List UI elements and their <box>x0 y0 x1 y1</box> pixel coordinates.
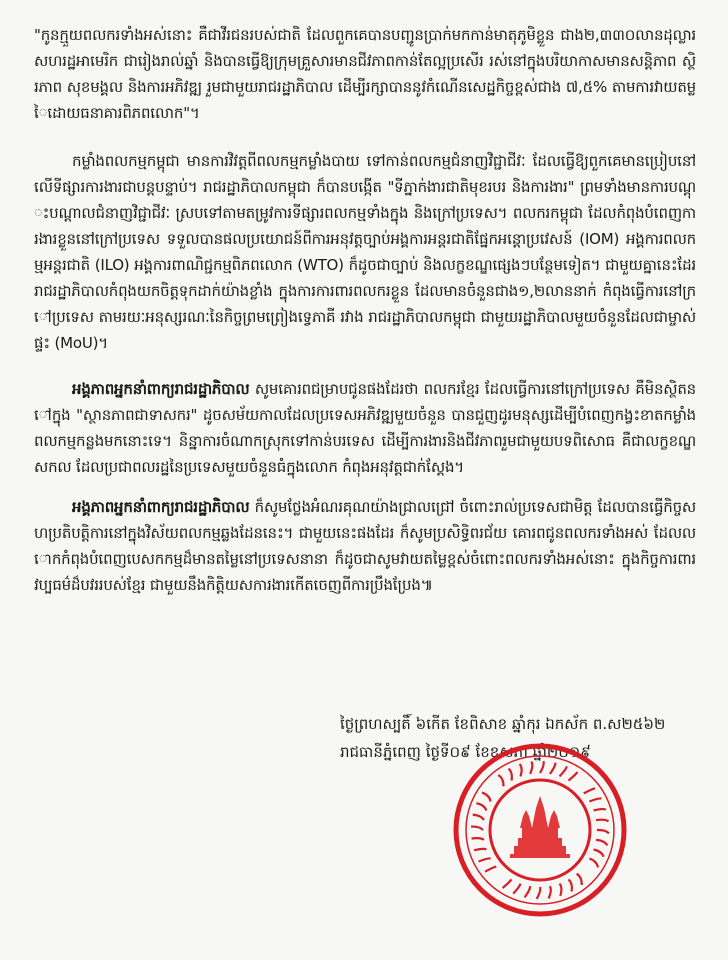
document-body <box>34 22 696 598</box>
lunar-date-line: ថ្ងៃព្រហស្បតិ៍ ៦កើត ខែពិសាខ ឆ្នាំកុរ ឯកស័ក ព.ស២៥៦២ <box>340 715 666 733</box>
seal-glyph-mark <box>584 788 595 793</box>
seal-glyph-mark <box>513 884 520 894</box>
paragraph-3-lead: អង្គភាពអ្នកនាំពាក្យរាជរដ្ឋាភិបាល <box>72 380 250 398</box>
paragraph-labor-development <box>34 148 696 356</box>
paragraph-4-lead: អង្គភាពអ្នកនាំពាក្យរាជរដ្ឋាភិបាល <box>72 498 250 516</box>
paragraph-2-text: កម្លាំងពលកម្មកម្ពុជា មានការវិវត្តពីពលកម្មកម្លាំងបាយ ទៅកាន់ពលកម្មជំនាញវិជ្ជាជីវៈ ដែលធ្វើឱ្យពួកគេមានប្រៀបនៅលើទីផ្សារការងារជាបន្តបន្ទាប់។ រាជរដ្ឋាភិបាលកម្ពុជា ក៏បានបង្កើត "ទីភ្នាក់ងារជាតិមុខរបរ និងការងារ" ព្រមទាំងមានការបណ្តុះបណ្តាលជំនាញវិជ្ជាជីវៈ ស្របទៅតាមតម្រូវការទីផ្សារពលកម្មទាំងក្នុង និងក្រៅប្រទេស។ ពលករកម្ពុជា ដែលកំពុងបំពេញការងារខ្លួននៅក្រៅប្រទេស ទទួលបានផលប្រយោជន៍ពីការអនុវត្តច្បាប់អង្គការអន្តរជាតិផ្នែកអន្តោប្រវេសន៍ (IOM) អង្គការពលកម្មអន្តរជាតិ (ILO) អង្គការពាណិជ្ជកម្មពិភពលោក (WTO) ក៏ដូចជាច្បាប់ និងលក្ខខណ្ឌផ្សេងៗបន្ថែមទៀត។ ជាមួយគ្នានេះដែរ រាជរដ្ឋាភិបាលកំពុងយកចិត្តទុកដាក់យ៉ាងខ្លាំង ក្នុងការការពារពលករខ្លួន ដែលមានចំនួនជាង១,២លាននាក់ កំពុងធ្វើការនៅក្រៅប្រទេស តាមរយៈអនុស្សរណៈនៃកិច្ចព្រមព្រៀងទ្វេភាគី រវាង រាជរដ្ឋាភិបាលកម្ពុជា ជាមួយរដ្ឋាភិបាលមួយចំនួនដែលជាម្ចាស់ផ្ទះ (MoU)។ <box>34 152 696 352</box>
seal-glyph-mark <box>537 887 541 899</box>
paragraph-4-text: ក៏សូមថ្លែងអំណរគុណយ៉ាងជ្រាលជ្រៅ ចំពោះរាល់ប្រទេសជាមិត្ត ដែលបានធ្វើកិច្ចសហប្រតិបត្តិការនៅក្នុងវិស័យពលកម្មឆ្លងដែននេះ។ ជាមួយនេះផងដែរ ក៏សូមប្រសិទ្ធិពរជ័យ គោរពជូនពលករទាំងអស់ ដែលលោកកំពុងបំពេញបេសកកម្មដ៏មានតម្លៃនៅប្រទេសនានា ក៏ដូចជាសូមវាយតម្លៃខ្ពស់ចំពោះពលករទាំងអស់នោះ ក្នុងកិច្ចការពារវប្បធម៌ដ៏បវររបស់ខ្មែរ ជាមួយនឹងកិត្តិយសការងារកើតចេញពីការប្រឹងប្រែង៕ <box>34 498 696 594</box>
seal-glyph-mark <box>476 803 486 810</box>
angkor-temple-icon <box>510 796 570 858</box>
seal-glyph-mark <box>503 879 512 888</box>
paragraph-spokesperson-thanks <box>34 494 696 598</box>
official-seal <box>452 742 628 918</box>
solar-date-line: រាជធានីភ្នំពេញ ថ្ងៃទី០៩ ខែឧសភា ឆ្នាំ២០១៩ <box>340 743 591 761</box>
seal-glyph-mark <box>597 830 609 833</box>
seal-glyph-mark <box>569 772 578 781</box>
seal-glyph-mark <box>530 762 532 774</box>
paragraph-quote <box>34 22 696 126</box>
seal-glyph-mark <box>550 763 556 774</box>
paragraph-spokesperson-statement <box>34 376 696 480</box>
seal-glyph-mark <box>479 858 491 861</box>
seal-glyph-mark <box>596 840 607 846</box>
seal-glyph-mark <box>589 798 601 801</box>
seal-glyph-mark <box>569 879 572 891</box>
seal-glyph-mark <box>474 849 486 850</box>
seal-glyph-mark <box>471 827 483 830</box>
seal-glyph-mark <box>473 815 484 821</box>
seal-glyph-mark <box>509 769 512 781</box>
seal-glyph-mark <box>549 886 551 898</box>
seal-glyph-mark <box>594 850 604 857</box>
seal-glyph-mark <box>596 820 608 822</box>
seal-glyph-mark <box>520 764 522 776</box>
paragraph-1-text: "កូនក្មួយពលករទាំងអស់នោះ គឺជាវីរជនរបស់ជាតិ ដែលពួកគេបានបញ្ជូនប្រាក់មកកាន់មាតុភូមិខ្លួន ជាង២,៣៣០លានដុល្លារសហរដ្ឋអាមេរិក ជារៀងរាល់ឆ្នាំ និងបានធ្វើឱ្យក្រុមគ្រួសារមានជីវភាពកាន់តែល្អប្រសើរ រស់នៅក្នុងបរិយាកាសមានសន្តិភាព ស្ថិរភាព សុខមង្គល និងការអភិវឌ្ឍ រួមជាមួយរាជរដ្ឋាភិបាល ដើម្បីរក្សាបាននូវកំណើនសេដ្ឋកិច្ចខ្ពស់ជាង ៧,៥% តាមការវាយតម្លៃដោយធនាគារពិភពលោក"។ <box>34 26 696 122</box>
paragraph-3-text: សូមគោរពជម្រាបជូនផងដែរថា ពលករខ្មែរ ដែលធ្វើការនៅក្រៅប្រទេស គឺមិនស្ថិតនៅក្នុង "ស្ថានភាពជាទាសករ" ដូចសម័យកាលដែលប្រទេសអភិវឌ្ឍមួយចំនួន បានជួញដូរមនុស្សដើម្បីបំពេញកង្វះខាតកម្លាំងពលកម្មកន្លងមកនោះទេ។ និន្នាការចំណាកស្រុកទៅកាន់បរទេស ដើម្បីការងារនិងជីវភាពរួមជាមួយបទពិសោធ គឺជាលក្ខខណ្ឌសកល ដែលប្រជាពលរដ្ឋនៃប្រទេសមួយចំនួនធំក្នុងលោក កំពុងអនុវត្តជាក់ស្តែង។ <box>34 380 696 476</box>
seal-glyph-mark <box>485 867 496 872</box>
seal-glyph-mark <box>498 775 503 786</box>
seal-glyph-mark <box>577 874 582 885</box>
seal-glyph-mark <box>589 859 598 868</box>
seal-glyph-mark <box>540 761 544 773</box>
seal-glyph-mark <box>560 884 562 896</box>
seal-glyph-mark <box>560 766 567 776</box>
seal-glyph-mark <box>482 793 491 802</box>
seal-glyph-mark <box>594 809 606 810</box>
seal-glyph-mark <box>472 838 484 840</box>
seal-glyph-mark <box>525 886 531 897</box>
